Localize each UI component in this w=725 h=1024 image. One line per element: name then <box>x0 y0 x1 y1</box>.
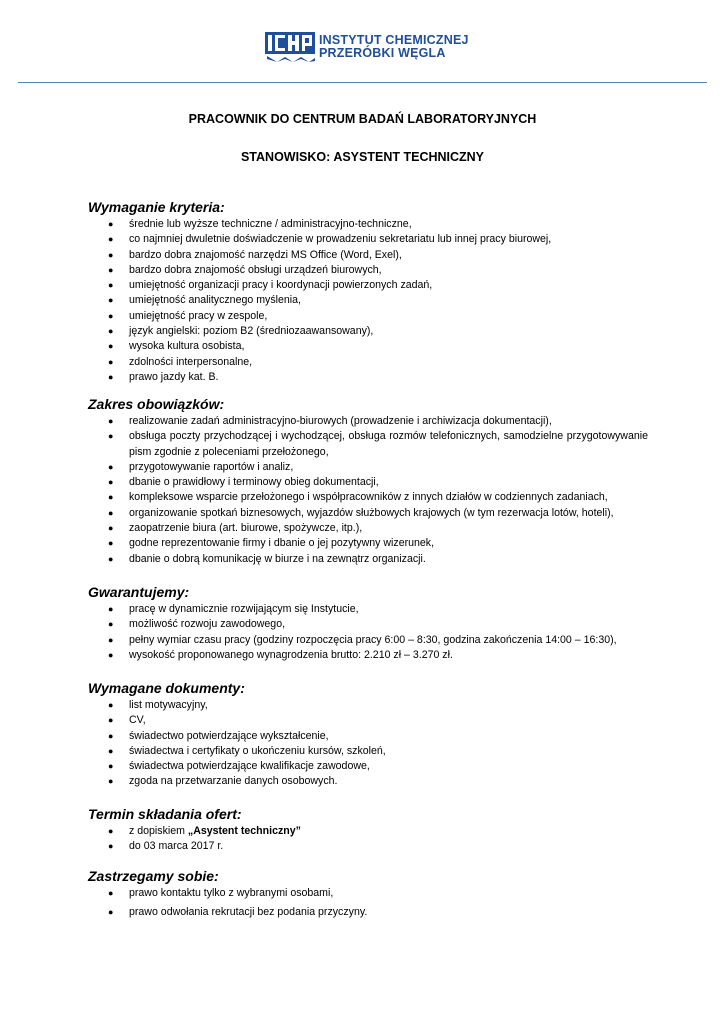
bullet-icon: ● <box>108 295 114 306</box>
bullet-icon: ● <box>108 249 114 260</box>
list-item <box>88 248 648 263</box>
list-item-text: świadectwo potwierdzające wykształcenie, <box>129 729 329 742</box>
header-divider <box>18 82 707 83</box>
list-item <box>88 490 648 505</box>
list-item-text: zaopatrzenie biura (art. biurowe, spożywcze, itp.), <box>129 522 363 535</box>
list-item-text: dbanie o dobrą komunikację w biurze i na zewnątrz organizacji. <box>129 552 426 565</box>
bullet-icon: ● <box>108 538 114 549</box>
list-item <box>88 460 648 475</box>
list-item-text: prawo odwołania rekrutacji bez podania przyczyny. <box>129 906 368 919</box>
bullet-icon: ● <box>108 326 114 337</box>
list-item-text: możliwość rozwoju zawodowego, <box>129 618 286 631</box>
offer-list <box>88 602 648 663</box>
list-item-text: kompleksowe wsparcie przełożonego i współpracowników z innych działów w codziennych zadaniach, <box>129 491 608 504</box>
list-item <box>88 293 648 308</box>
list-item-text: wysokość proponowanego wynagrodzenia brutto: 2.210 zł – 3.270 zł. <box>129 648 453 661</box>
list-item <box>88 886 648 901</box>
bullet-icon: ● <box>108 341 114 352</box>
list-item-text: umiejętność pracy w zespole, <box>129 309 268 322</box>
list-item-text: realizowanie zadań administracyjno-biurowych (prowadzenie i archiwizacja dokumentacji), <box>129 415 552 427</box>
bullet-icon: ● <box>108 507 114 518</box>
list-item-text: prawo jazdy kat. B. <box>129 370 219 383</box>
list-item <box>88 232 648 247</box>
list-item-text: dbanie o prawidłowy i terminowy obieg dokumentacji, <box>129 476 379 489</box>
documents-heading: Wymagane dokumenty: <box>88 680 245 696</box>
list-item <box>88 552 648 567</box>
duties-list <box>88 414 648 567</box>
list-item <box>88 309 648 324</box>
list-item <box>88 698 648 713</box>
deadline-date: do 03 marca 2017 r. <box>129 840 224 853</box>
list-item-text: bardzo dobra znajomość narzędzi MS Office (Word, Exel), <box>129 248 402 261</box>
logo-text <box>319 34 469 60</box>
list-item <box>88 713 648 728</box>
list-item <box>88 370 648 385</box>
position-title: STANOWISKO: ASYSTENT TECHNICZNY <box>240 150 485 164</box>
list-item <box>88 429 648 460</box>
bullet-icon: ● <box>108 431 114 442</box>
list-item <box>88 729 648 744</box>
list-item <box>88 521 648 536</box>
bullet-icon: ● <box>108 553 114 564</box>
list-item <box>88 506 648 521</box>
list-item-text: umiejętność analitycznego myślenia, <box>129 294 301 307</box>
list-item-text: organizowanie spotkań biznesowych, wyjazdów służbowych krajowych (w tym rezerwacja lotów, hoteli), <box>129 506 614 519</box>
ichpw-logo-icon <box>265 32 315 62</box>
bullet-icon: ● <box>108 477 114 488</box>
list-item-text: zdolności interpersonalne, <box>129 355 253 368</box>
list-item <box>88 324 648 339</box>
list-item <box>88 774 648 789</box>
duties-section <box>88 396 648 567</box>
list-item <box>88 263 648 278</box>
list-item <box>88 905 648 920</box>
list-item-text: prawo kontaktu tylko z wybranymi osobami, <box>129 887 334 899</box>
list-item-text: umiejętność organizacji pracy i koordynacji powierzonych zadań, <box>129 279 433 292</box>
bullet-icon: ● <box>108 776 114 787</box>
list-item-text: bardzo dobra znajomość obsługi urządzeń biurowych, <box>129 263 382 276</box>
list-item-text: świadectwa potwierdzające kwalifikacje zawodowe, <box>129 760 370 773</box>
bullet-icon: ● <box>108 371 114 382</box>
offer-heading: Gwarantujemy: <box>88 584 190 600</box>
bullet-icon: ● <box>108 761 114 772</box>
bullet-icon: ● <box>108 416 114 426</box>
requirements-list <box>88 217 648 385</box>
list-item <box>88 602 648 617</box>
list-item <box>88 536 648 551</box>
bullet-icon: ● <box>108 649 114 660</box>
bullet-icon: ● <box>108 310 114 321</box>
list-item-text: język angielski: poziom B2 (średniozaawansowany), <box>129 325 374 338</box>
bullet-icon: ● <box>108 634 114 645</box>
duties-heading: Zakres obowiązków: <box>88 396 225 412</box>
bullet-icon: ● <box>108 907 114 918</box>
list-item-text: list motywacyjny, <box>129 699 208 711</box>
requirements-heading: Wymaganie kryteria: <box>88 199 225 215</box>
bullet-icon: ● <box>108 888 114 898</box>
bullet-icon: ● <box>108 461 114 472</box>
list-item <box>88 633 648 648</box>
list-item-text: zgoda na przetwarzanie danych osobowych. <box>129 775 338 788</box>
logo-line-1: INSTYTUT CHEMICZNEJ <box>319 33 469 47</box>
list-item-text: obsługa poczty przychodzącej i wychodzącej, obsługa rozmów telefonicznych, samodzielne przygotowywanie pism zgodnie z poleceniami przełożonego, <box>129 430 648 458</box>
offer-section <box>88 584 648 663</box>
bullet-icon: ● <box>108 280 114 291</box>
bullet-icon: ● <box>108 219 114 229</box>
bullet-icon: ● <box>108 492 114 503</box>
reserve-heading: Zastrzegamy sobie: <box>88 868 219 884</box>
list-item-text: CV, <box>129 714 146 727</box>
bullet-icon: ● <box>108 523 114 534</box>
list-item <box>88 217 648 232</box>
list-item <box>88 839 648 854</box>
documents-section <box>88 680 648 790</box>
bullet-icon: ● <box>108 264 114 275</box>
list-item <box>88 824 648 839</box>
bullet-icon: ● <box>108 356 114 367</box>
list-item <box>88 648 648 663</box>
bullet-icon: ● <box>108 619 114 630</box>
list-item <box>88 339 648 354</box>
list-item <box>88 759 648 774</box>
list-item-text: przygotowywanie raportów i analiz, <box>129 460 294 473</box>
list-item <box>88 475 648 490</box>
list-item <box>88 617 648 632</box>
bullet-icon: ● <box>108 841 114 852</box>
list-item-text: pełny wymiar czasu pracy (godziny rozpoczęcia pracy 6:00 – 8:30, godzina zakończenia 14:00 – 16:30), <box>129 633 617 646</box>
bullet-icon: ● <box>108 730 114 741</box>
bullet-icon: ● <box>108 826 114 836</box>
bullet-icon: ● <box>108 715 114 726</box>
list-item-text: pracę w dynamicznie rozwijającym się Instytucie, <box>129 603 359 615</box>
reserve-section <box>88 868 648 921</box>
position-name-emphasis: „Asystent techniczny” <box>187 825 301 837</box>
page-header <box>0 26 725 66</box>
bullet-icon: ● <box>108 745 114 756</box>
list-item-text: z dopiskiem <box>129 825 188 837</box>
bullet-icon: ● <box>108 700 114 710</box>
list-item <box>88 414 648 429</box>
list-item <box>88 744 648 759</box>
bullet-icon: ● <box>108 604 114 614</box>
list-item <box>88 355 648 370</box>
list-item-text: co najmniej dwuletnie doświadczenie w prowadzeniu sekretariatu lub innej pracy biurowej, <box>129 233 552 246</box>
list-item-text: średnie lub wyższe techniczne / administracyjno-techniczne, <box>129 218 412 230</box>
bullet-icon: ● <box>108 234 114 245</box>
document-title: PRACOWNIK DO CENTRUM BADAŃ LABORATORYJNYCH <box>188 112 537 126</box>
logo-line-2: PRZERÓBKI WĘGLA <box>319 46 446 60</box>
list-item-text: świadectwa i certyfikaty o ukończeniu kursów, szkoleń, <box>129 744 386 757</box>
institute-logo <box>265 32 469 62</box>
list-item-text: wysoka kultura osobista, <box>129 340 245 353</box>
requirements-section <box>88 199 648 385</box>
deadline-heading: Termin składania ofert: <box>88 806 242 822</box>
deadline-section <box>88 806 648 855</box>
deadline-list <box>88 824 648 855</box>
list-item <box>88 278 648 293</box>
reserve-list <box>88 886 648 921</box>
documents-list <box>88 698 648 790</box>
list-item-text: godne reprezentowanie firmy i dbanie o jej pozytywny wizerunek, <box>129 537 435 550</box>
